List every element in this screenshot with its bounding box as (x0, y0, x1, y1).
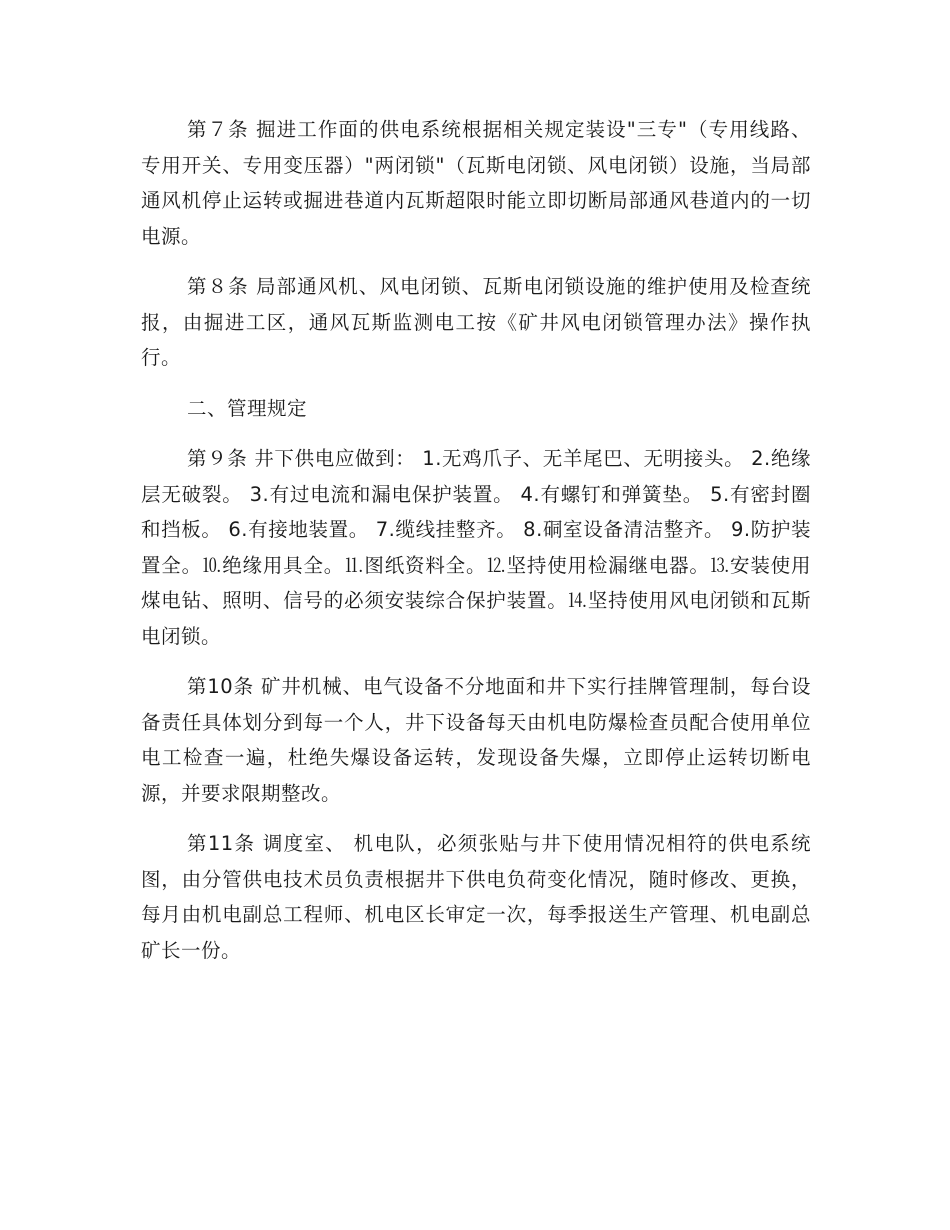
article-8-paragraph: 第８条 局部通风机、风电闭锁、瓦斯电闭锁设施的维护使用及检查统报，由掘进工区，通风瓦斯监测电工按《矿井风电闭锁管理办法》操作执行。 (141, 275, 811, 369)
article-9-paragraph: 第９条 井下供电应做到： 1.无鸡爪子、无羊尾巴、无明接头。 2.绝缘层无破裂。 3.有过电流和漏电保护装置。 4.有螺钉和弹簧垫。 5.有密封圈和挡板。 6.有接地装置。 7.缆线挂整齐。 8.硐室设备清洁整齐。 9.防护装置全。⒑绝缘用具全。⒒图纸资料全。⒓坚持使用检漏继电器。⒔安装使用煤电钻、照明、信号的必须安装综合保护装置。⒕坚持使用风电闭锁和瓦斯电闭锁。 (141, 447, 811, 648)
article-11-paragraph: 第11条 调度室、 机电队，必须张贴与井下使用情况相符的供电系统图，由分管供电技术员负责根据井下供电负荷变化情况，随时修改、更换，每月由机电副总工程师、机电区长审定一次，每季报送生产管理、机电副总 矿长一份。 (141, 832, 811, 962)
section-heading: 二、管理规定 (187, 396, 308, 420)
document-body (141, 112, 811, 983)
article-10-paragraph: 第10条 矿井机械、电气设备不分地面和井下实行挂牌管理制，每台设备责任具体划分到每一个人，井下设备每天由机电防爆检查员配合使用单位电工检查一遍，杜绝失爆设备运转，发现设备失爆，立即停止运转切断电源，并要求限期整改。 (141, 675, 811, 805)
article-7-paragraph: 第７条 掘进工作面的供电系统根据相关规定装设"三专"（专用线路、专用开关、专用变压器）"两闭锁"（瓦斯电闭锁、风电闭锁）设施，当局部通风机停止运转或掘进巷道内瓦斯超限时能立即切断局部通风巷道内的一切电源。 (141, 118, 811, 248)
